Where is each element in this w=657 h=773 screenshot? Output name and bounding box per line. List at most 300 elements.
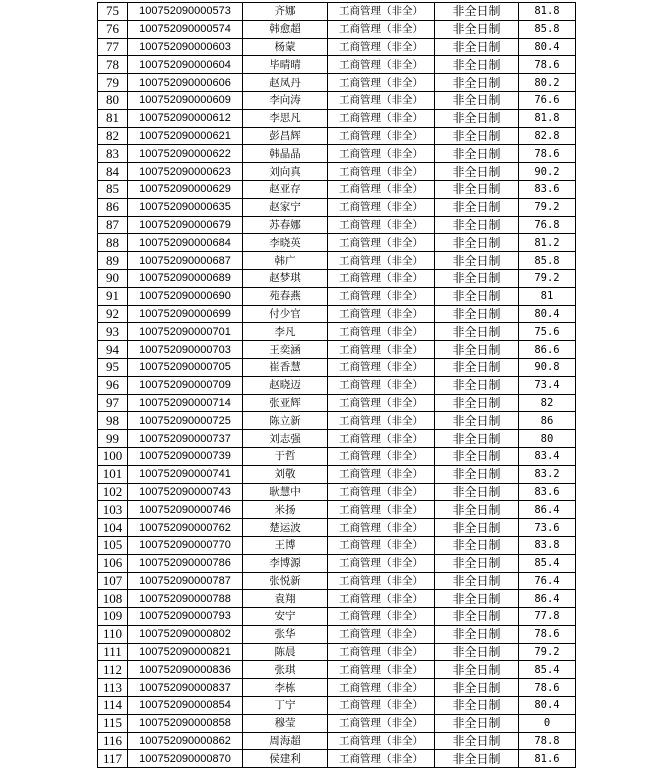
row-number-cell: 90 [98,269,128,287]
candidate-id-cell: 100752090000635 [128,198,243,216]
candidate-id-cell: 100752090000679 [128,216,243,234]
major-cell: 工商管理（非全） [328,341,435,359]
table-row [98,252,576,270]
study-mode-cell: 非全日制 [435,358,519,376]
candidate-id-cell: 100752090000687 [128,252,243,270]
row-number-cell: 108 [98,590,128,608]
candidate-id-cell: 100752090000701 [128,323,243,341]
study-mode-cell: 非全日制 [435,234,519,252]
table-row [98,679,576,697]
row-number-cell: 114 [98,697,128,715]
candidate-name-cell: 赵亚存 [243,180,328,198]
candidate-id-cell: 100752090000714 [128,394,243,412]
admission-score-table [97,2,576,768]
major-cell: 工商管理（非全） [328,412,435,430]
row-number-cell: 84 [98,163,128,181]
major-cell: 工商管理（非全） [328,109,435,127]
score-cell: 90.2 [519,163,576,181]
table-row [98,341,576,359]
study-mode-cell: 非全日制 [435,430,519,448]
candidate-id-cell: 100752090000862 [128,732,243,750]
major-cell: 工商管理（非全） [328,679,435,697]
candidate-id-cell: 100752090000788 [128,590,243,608]
score-cell: 80 [519,430,576,448]
score-cell: 90.8 [519,358,576,376]
major-cell: 工商管理（非全） [328,590,435,608]
row-number-cell: 75 [98,3,128,21]
row-number-cell: 104 [98,519,128,537]
row-number-cell: 76 [98,20,128,38]
candidate-id-cell: 100752090000689 [128,269,243,287]
candidate-id-cell: 100752090000741 [128,465,243,483]
candidate-name-cell: 李晓英 [243,234,328,252]
row-number-cell: 115 [98,714,128,732]
candidate-id-cell: 100752090000770 [128,536,243,554]
candidate-name-cell: 米扬 [243,501,328,519]
table-row [98,216,576,234]
candidate-name-cell: 周海超 [243,732,328,750]
major-cell: 工商管理（非全） [328,3,435,21]
study-mode-cell: 非全日制 [435,608,519,626]
candidate-name-cell: 刘敬 [243,465,328,483]
candidate-id-cell: 100752090000699 [128,305,243,323]
row-number-cell: 87 [98,216,128,234]
row-number-cell: 81 [98,109,128,127]
row-number-cell: 105 [98,536,128,554]
study-mode-cell: 非全日制 [435,38,519,56]
study-mode-cell: 非全日制 [435,679,519,697]
major-cell: 工商管理（非全） [328,269,435,287]
score-cell: 75.6 [519,323,576,341]
table-row [98,643,576,661]
table-row [98,127,576,145]
study-mode-cell: 非全日制 [435,323,519,341]
candidate-name-cell: 陈立新 [243,412,328,430]
major-cell: 工商管理（非全） [328,519,435,537]
major-cell: 工商管理（非全） [328,287,435,305]
candidate-name-cell: 安宁 [243,608,328,626]
candidate-name-cell: 李栋 [243,679,328,697]
study-mode-cell: 非全日制 [435,341,519,359]
row-number-cell: 86 [98,198,128,216]
study-mode-cell: 非全日制 [435,732,519,750]
major-cell: 工商管理（非全） [328,127,435,145]
table-row [98,625,576,643]
table-row [98,590,576,608]
study-mode-cell: 非全日制 [435,447,519,465]
score-cell: 76.6 [519,91,576,109]
study-mode-cell: 非全日制 [435,714,519,732]
row-number-cell: 83 [98,145,128,163]
major-cell: 工商管理（非全） [328,501,435,519]
study-mode-cell: 非全日制 [435,305,519,323]
row-number-cell: 98 [98,412,128,430]
table-row [98,412,576,430]
major-cell: 工商管理（非全） [328,358,435,376]
candidate-id-cell: 100752090000612 [128,109,243,127]
major-cell: 工商管理（非全） [328,376,435,394]
table-row [98,74,576,92]
table-row [98,358,576,376]
table-row [98,714,576,732]
table-body [98,3,576,768]
major-cell: 工商管理（非全） [328,625,435,643]
score-cell: 81.2 [519,234,576,252]
table-row [98,376,576,394]
score-cell: 76.8 [519,216,576,234]
candidate-id-cell: 100752090000786 [128,554,243,572]
row-number-cell: 95 [98,358,128,376]
study-mode-cell: 非全日制 [435,394,519,412]
score-cell: 83.2 [519,465,576,483]
major-cell: 工商管理（非全） [328,750,435,768]
table-row [98,572,576,590]
candidate-id-cell: 100752090000705 [128,358,243,376]
study-mode-cell: 非全日制 [435,252,519,270]
score-cell: 85.8 [519,252,576,270]
candidate-name-cell: 赵梦琪 [243,269,328,287]
candidate-name-cell: 于哲 [243,447,328,465]
candidate-id-cell: 100752090000870 [128,750,243,768]
study-mode-cell: 非全日制 [435,697,519,715]
major-cell: 工商管理（非全） [328,180,435,198]
score-cell: 78.6 [519,625,576,643]
row-number-cell: 93 [98,323,128,341]
row-number-cell: 103 [98,501,128,519]
table-row [98,465,576,483]
candidate-name-cell: 赵家宁 [243,198,328,216]
candidate-name-cell: 侯建利 [243,750,328,768]
candidate-name-cell: 丁宁 [243,697,328,715]
study-mode-cell: 非全日制 [435,3,519,21]
major-cell: 工商管理（非全） [328,38,435,56]
major-cell: 工商管理（非全） [328,145,435,163]
table-row [98,20,576,38]
row-number-cell: 79 [98,74,128,92]
row-number-cell: 101 [98,465,128,483]
table-row [98,287,576,305]
score-cell: 79.2 [519,269,576,287]
study-mode-cell: 非全日制 [435,91,519,109]
major-cell: 工商管理（非全） [328,447,435,465]
table-row [98,519,576,537]
table-row [98,180,576,198]
candidate-name-cell: 刘志强 [243,430,328,448]
candidate-name-cell: 耿慧中 [243,483,328,501]
study-mode-cell: 非全日制 [435,465,519,483]
table-row [98,305,576,323]
candidate-id-cell: 100752090000802 [128,625,243,643]
candidate-name-cell: 齐娜 [243,3,328,21]
table-row [98,269,576,287]
row-number-cell: 106 [98,554,128,572]
score-cell: 85.4 [519,554,576,572]
row-number-cell: 80 [98,91,128,109]
major-cell: 工商管理（非全） [328,430,435,448]
score-cell: 86.6 [519,341,576,359]
score-cell: 85.8 [519,20,576,38]
candidate-id-cell: 100752090000858 [128,714,243,732]
candidate-name-cell: 赵凤丹 [243,74,328,92]
major-cell: 工商管理（非全） [328,483,435,501]
row-number-cell: 91 [98,287,128,305]
row-number-cell: 116 [98,732,128,750]
score-cell: 80.4 [519,697,576,715]
score-cell: 78.6 [519,145,576,163]
row-number-cell: 78 [98,56,128,74]
candidate-name-cell: 王博 [243,536,328,554]
study-mode-cell: 非全日制 [435,127,519,145]
candidate-id-cell: 100752090000739 [128,447,243,465]
study-mode-cell: 非全日制 [435,750,519,768]
study-mode-cell: 非全日制 [435,56,519,74]
row-number-cell: 110 [98,625,128,643]
study-mode-cell: 非全日制 [435,109,519,127]
major-cell: 工商管理（非全） [328,608,435,626]
table-row [98,91,576,109]
major-cell: 工商管理（非全） [328,643,435,661]
candidate-id-cell: 100752090000709 [128,376,243,394]
candidate-name-cell: 毕晴晴 [243,56,328,74]
candidate-name-cell: 苏春娜 [243,216,328,234]
candidate-id-cell: 100752090000787 [128,572,243,590]
table-row [98,198,576,216]
major-cell: 工商管理（非全） [328,465,435,483]
candidate-id-cell: 100752090000690 [128,287,243,305]
study-mode-cell: 非全日制 [435,216,519,234]
study-mode-cell: 非全日制 [435,287,519,305]
row-number-cell: 82 [98,127,128,145]
row-number-cell: 85 [98,180,128,198]
candidate-id-cell: 100752090000737 [128,430,243,448]
score-cell: 80.4 [519,38,576,56]
candidate-name-cell: 刘向真 [243,163,328,181]
major-cell: 工商管理（非全） [328,661,435,679]
score-cell: 81.6 [519,750,576,768]
study-mode-cell: 非全日制 [435,483,519,501]
major-cell: 工商管理（非全） [328,536,435,554]
study-mode-cell: 非全日制 [435,180,519,198]
score-cell: 83.4 [519,447,576,465]
candidate-id-cell: 100752090000684 [128,234,243,252]
study-mode-cell: 非全日制 [435,376,519,394]
candidate-name-cell: 杨蒙 [243,38,328,56]
major-cell: 工商管理（非全） [328,252,435,270]
candidate-id-cell: 100752090000573 [128,3,243,21]
row-number-cell: 109 [98,608,128,626]
row-number-cell: 77 [98,38,128,56]
row-number-cell: 117 [98,750,128,768]
candidate-name-cell: 张琪 [243,661,328,679]
study-mode-cell: 非全日制 [435,643,519,661]
major-cell: 工商管理（非全） [328,732,435,750]
table-row [98,501,576,519]
table-row [98,163,576,181]
candidate-name-cell: 袁翔 [243,590,328,608]
row-number-cell: 88 [98,234,128,252]
candidate-id-cell: 100752090000836 [128,661,243,679]
table-row [98,750,576,768]
candidate-name-cell: 张悦新 [243,572,328,590]
major-cell: 工商管理（非全） [328,216,435,234]
study-mode-cell: 非全日制 [435,661,519,679]
study-mode-cell: 非全日制 [435,519,519,537]
row-number-cell: 99 [98,430,128,448]
score-cell: 82.8 [519,127,576,145]
candidate-id-cell: 100752090000725 [128,412,243,430]
row-number-cell: 111 [98,643,128,661]
candidate-name-cell: 陈晨 [243,643,328,661]
major-cell: 工商管理（非全） [328,20,435,38]
study-mode-cell: 非全日制 [435,145,519,163]
score-cell: 81 [519,287,576,305]
row-number-cell: 100 [98,447,128,465]
study-mode-cell: 非全日制 [435,412,519,430]
study-mode-cell: 非全日制 [435,20,519,38]
candidate-id-cell: 100752090000703 [128,341,243,359]
table-row [98,554,576,572]
candidate-id-cell: 100752090000629 [128,180,243,198]
study-mode-cell: 非全日制 [435,269,519,287]
score-cell: 78.8 [519,732,576,750]
candidate-name-cell: 张亚辉 [243,394,328,412]
score-cell: 86.4 [519,501,576,519]
candidate-id-cell: 100752090000854 [128,697,243,715]
candidate-id-cell: 100752090000621 [128,127,243,145]
score-cell: 73.6 [519,519,576,537]
candidate-id-cell: 100752090000793 [128,608,243,626]
row-number-cell: 112 [98,661,128,679]
candidate-name-cell: 彭昌辉 [243,127,328,145]
score-cell: 83.6 [519,180,576,198]
row-number-cell: 113 [98,679,128,697]
score-cell: 81.8 [519,109,576,127]
candidate-id-cell: 100752090000837 [128,679,243,697]
candidate-name-cell: 李凡 [243,323,328,341]
table-row [98,483,576,501]
candidate-id-cell: 100752090000743 [128,483,243,501]
score-cell: 79.2 [519,643,576,661]
candidate-name-cell: 张华 [243,625,328,643]
score-cell: 78.6 [519,679,576,697]
candidate-id-cell: 100752090000604 [128,56,243,74]
candidate-name-cell: 韩愈超 [243,20,328,38]
table-row [98,145,576,163]
row-number-cell: 97 [98,394,128,412]
study-mode-cell: 非全日制 [435,590,519,608]
study-mode-cell: 非全日制 [435,536,519,554]
candidate-id-cell: 100752090000574 [128,20,243,38]
major-cell: 工商管理（非全） [328,91,435,109]
score-cell: 73.4 [519,376,576,394]
candidate-id-cell: 100752090000622 [128,145,243,163]
score-cell: 81.8 [519,3,576,21]
major-cell: 工商管理（非全） [328,554,435,572]
row-number-cell: 94 [98,341,128,359]
table-row [98,608,576,626]
candidate-name-cell: 穆莹 [243,714,328,732]
candidate-id-cell: 100752090000623 [128,163,243,181]
score-cell: 79.2 [519,198,576,216]
candidate-name-cell: 李向涛 [243,91,328,109]
candidate-id-cell: 100752090000746 [128,501,243,519]
row-number-cell: 92 [98,305,128,323]
table-row [98,38,576,56]
score-cell: 86.4 [519,590,576,608]
table-row [98,536,576,554]
candidate-id-cell: 100752090000762 [128,519,243,537]
candidate-name-cell: 韩广 [243,252,328,270]
score-cell: 82 [519,394,576,412]
row-number-cell: 107 [98,572,128,590]
major-cell: 工商管理（非全） [328,697,435,715]
major-cell: 工商管理（非全） [328,714,435,732]
candidate-name-cell: 楚运波 [243,519,328,537]
candidate-id-cell: 100752090000609 [128,91,243,109]
row-number-cell: 102 [98,483,128,501]
table-row [98,447,576,465]
score-cell: 86 [519,412,576,430]
score-cell: 76.4 [519,572,576,590]
score-cell: 83.6 [519,483,576,501]
table-row [98,697,576,715]
candidate-name-cell: 李博源 [243,554,328,572]
table-row [98,394,576,412]
study-mode-cell: 非全日制 [435,554,519,572]
candidate-name-cell: 李思凡 [243,109,328,127]
table-row [98,430,576,448]
study-mode-cell: 非全日制 [435,74,519,92]
score-cell: 85.4 [519,661,576,679]
major-cell: 工商管理（非全） [328,305,435,323]
major-cell: 工商管理（非全） [328,572,435,590]
score-cell: 78.6 [519,56,576,74]
table-row [98,109,576,127]
study-mode-cell: 非全日制 [435,572,519,590]
candidate-name-cell: 崔香慧 [243,358,328,376]
study-mode-cell: 非全日制 [435,501,519,519]
table-row [98,56,576,74]
score-cell: 83.8 [519,536,576,554]
candidate-id-cell: 100752090000821 [128,643,243,661]
major-cell: 工商管理（非全） [328,56,435,74]
major-cell: 工商管理（非全） [328,323,435,341]
candidate-name-cell: 韩晶晶 [243,145,328,163]
table-row [98,732,576,750]
table-row [98,3,576,21]
candidate-name-cell: 赵晓迈 [243,376,328,394]
score-cell: 0 [519,714,576,732]
candidate-id-cell: 100752090000603 [128,38,243,56]
row-number-cell: 89 [98,252,128,270]
score-cell: 77.8 [519,608,576,626]
table-row [98,234,576,252]
study-mode-cell: 非全日制 [435,163,519,181]
major-cell: 工商管理（非全） [328,394,435,412]
study-mode-cell: 非全日制 [435,198,519,216]
study-mode-cell: 非全日制 [435,625,519,643]
score-cell: 80.4 [519,305,576,323]
major-cell: 工商管理（非全） [328,198,435,216]
candidate-name-cell: 付少官 [243,305,328,323]
candidate-id-cell: 100752090000606 [128,74,243,92]
major-cell: 工商管理（非全） [328,234,435,252]
score-cell: 80.2 [519,74,576,92]
major-cell: 工商管理（非全） [328,163,435,181]
major-cell: 工商管理（非全） [328,74,435,92]
candidate-name-cell: 王奕涵 [243,341,328,359]
row-number-cell: 96 [98,376,128,394]
